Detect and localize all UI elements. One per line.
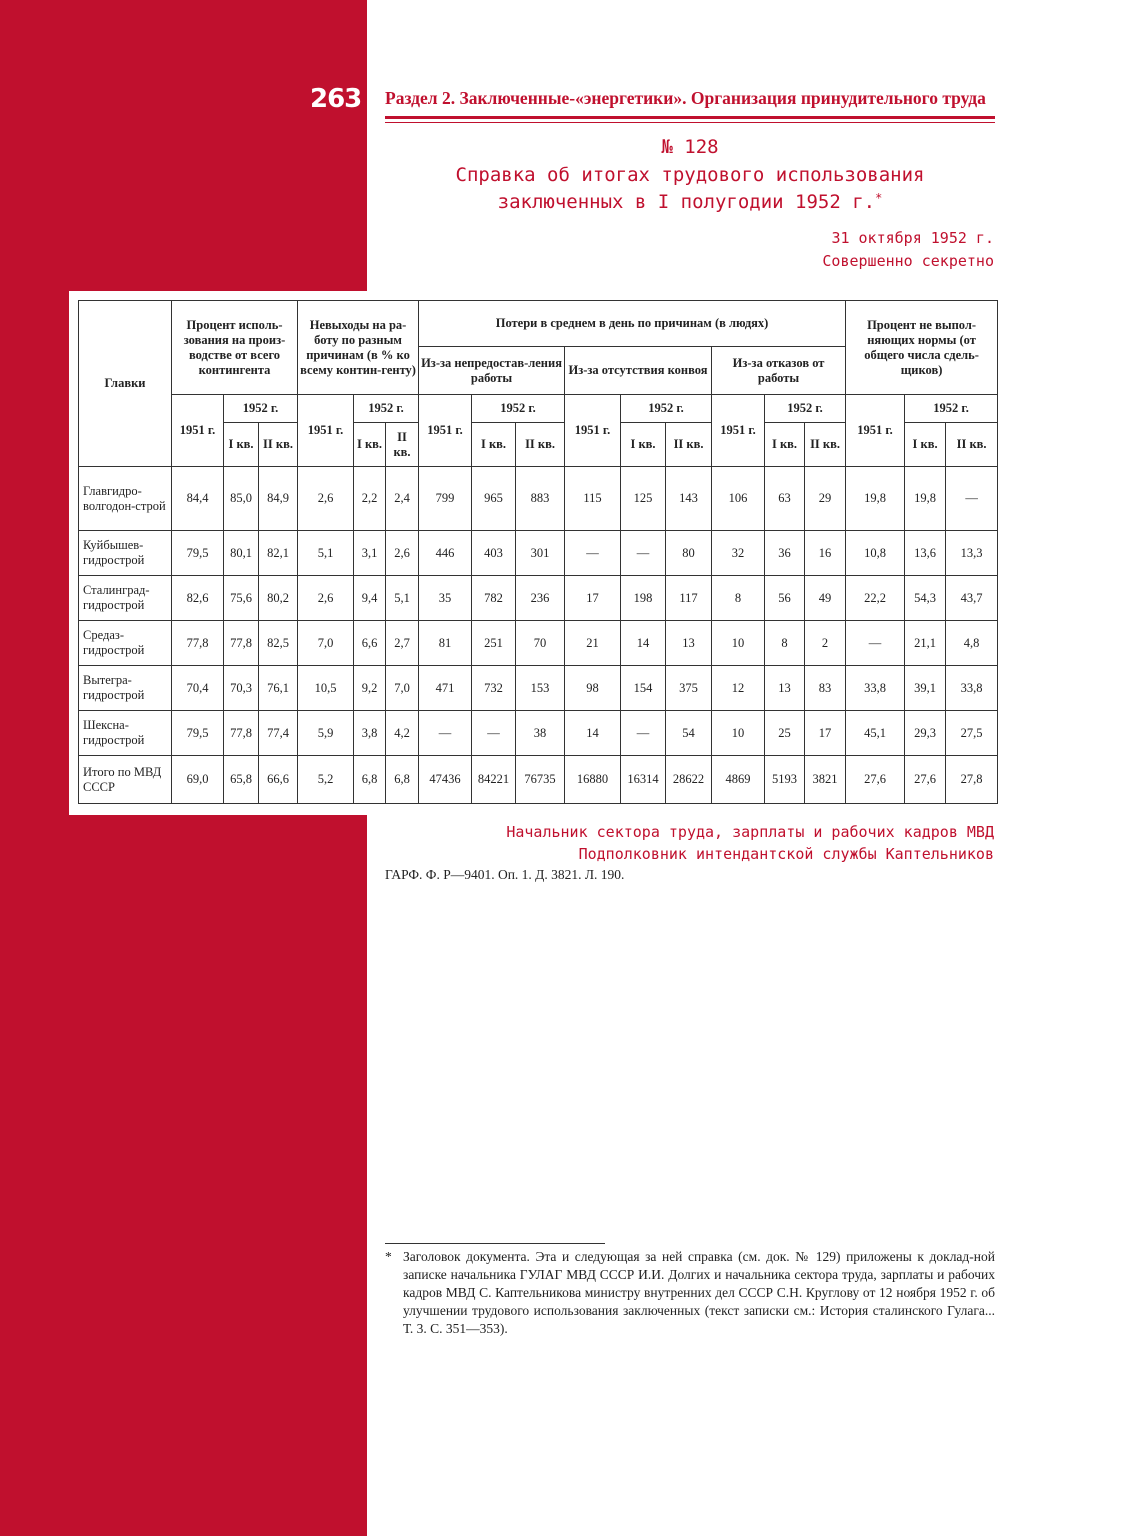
- table-cell: 14: [621, 621, 666, 666]
- table-cell: 17: [565, 576, 621, 621]
- footnote-mark: *: [385, 1249, 392, 1264]
- table-cell: —: [946, 467, 998, 531]
- table-row: [79, 756, 998, 804]
- table-cell: 54,3: [905, 576, 946, 621]
- table-cell: 4,8: [946, 621, 998, 666]
- table-cell: 2,6: [298, 576, 354, 621]
- table-cell: 446: [419, 531, 472, 576]
- table-cell: 10: [712, 621, 765, 666]
- table-cell: 49: [805, 576, 846, 621]
- table-row: [79, 666, 998, 711]
- header-q2: II кв.: [946, 423, 998, 467]
- table-cell: 82,6: [172, 576, 224, 621]
- table-row: [79, 467, 998, 531]
- footnote: [385, 1248, 995, 1338]
- table-cell: 43,7: [946, 576, 998, 621]
- table-cell: 77,8: [172, 621, 224, 666]
- table-cell: 76735: [516, 756, 565, 804]
- signature-title: Начальник сектора труда, зарплаты и рабочих кадров МВД: [506, 823, 994, 841]
- classification-stamp: Совершенно секретно: [822, 252, 994, 270]
- table-cell: 799: [419, 467, 472, 531]
- table-cell: 154: [621, 666, 666, 711]
- header-q1: I кв.: [472, 423, 516, 467]
- table-panel: [69, 291, 1006, 815]
- table-cell: —: [472, 711, 516, 756]
- row-name: Итого по МВД СССР: [79, 756, 172, 804]
- header-glavki: Главки: [79, 301, 172, 467]
- page-number: 263: [310, 84, 362, 114]
- table-cell: 143: [666, 467, 712, 531]
- table-cell: 45,1: [846, 711, 905, 756]
- table-cell: 117: [666, 576, 712, 621]
- archive-reference: ГАРФ. Ф. Р—9401. Оп. 1. Д. 3821. Л. 190.: [385, 867, 625, 882]
- table-cell: 13: [666, 621, 712, 666]
- table-cell: 13,3: [946, 531, 998, 576]
- table-cell: 6,6: [354, 621, 386, 666]
- table-cell: 16880: [565, 756, 621, 804]
- header-loss-refuse: Из-за отказов от работы: [712, 347, 846, 395]
- table-cell: 2,4: [386, 467, 419, 531]
- header-absent: Невыходы на ра-боту по разным причинам (в % ко всему контин-генту): [298, 301, 419, 395]
- table-cell: 6,8: [386, 756, 419, 804]
- table-cell: 33,8: [946, 666, 998, 711]
- table-cell: 84,9: [259, 467, 298, 531]
- table-cell: 4869: [712, 756, 765, 804]
- table-cell: 19,8: [846, 467, 905, 531]
- table-cell: 2: [805, 621, 846, 666]
- table-cell: 79,5: [172, 711, 224, 756]
- table-cell: 25: [765, 711, 805, 756]
- header-q1: I кв.: [765, 423, 805, 467]
- table-cell: 10,5: [298, 666, 354, 711]
- table-cell: 9,4: [354, 576, 386, 621]
- labor-statistics-table: [78, 300, 998, 804]
- table-row: [79, 621, 998, 666]
- table-cell: 2,2: [354, 467, 386, 531]
- table-cell: —: [419, 711, 472, 756]
- table-cell: 403: [472, 531, 516, 576]
- table-cell: 3821: [805, 756, 846, 804]
- table-cell: 81: [419, 621, 472, 666]
- header-loss-convoy: Из-за отсутствия конвоя: [565, 347, 712, 395]
- row-name: Средаз-гидрострой: [79, 621, 172, 666]
- table-cell: —: [621, 711, 666, 756]
- table-cell: 77,4: [259, 711, 298, 756]
- table-cell: 2,7: [386, 621, 419, 666]
- table-row: [79, 531, 998, 576]
- table-cell: 75,6: [224, 576, 259, 621]
- table-cell: 7,0: [298, 621, 354, 666]
- table-cell: 6,8: [354, 756, 386, 804]
- table-cell: 732: [472, 666, 516, 711]
- table-cell: 76,1: [259, 666, 298, 711]
- table-cell: 69,0: [172, 756, 224, 804]
- header-q1: I кв.: [224, 423, 259, 467]
- header-1952: 1952 г.: [765, 395, 846, 423]
- table-cell: 82,1: [259, 531, 298, 576]
- table-cell: 29,3: [905, 711, 946, 756]
- table-cell: 236: [516, 576, 565, 621]
- table-cell: 883: [516, 467, 565, 531]
- table-cell: 27,5: [946, 711, 998, 756]
- table-cell: 36: [765, 531, 805, 576]
- table-cell: 56: [765, 576, 805, 621]
- table-cell: 3,1: [354, 531, 386, 576]
- footnote-mark: *: [875, 191, 883, 205]
- table-cell: 19,8: [905, 467, 946, 531]
- row-name: Главгидро-волгодон-строй: [79, 467, 172, 531]
- footnote-rule: [385, 1243, 605, 1244]
- table-cell: 9,2: [354, 666, 386, 711]
- table-cell: 153: [516, 666, 565, 711]
- header-1951: 1951 г.: [172, 395, 224, 467]
- header-losses: Потери в среднем в день по причинам (в людях): [419, 301, 846, 347]
- table-cell: 83: [805, 666, 846, 711]
- row-name: Шексна-гидрострой: [79, 711, 172, 756]
- header-pct-use: Процент исполь-зования на произ-водстве от всего контингента: [172, 301, 298, 395]
- table-cell: 80,2: [259, 576, 298, 621]
- table-cell: 8: [712, 576, 765, 621]
- table-cell: 14: [565, 711, 621, 756]
- table-cell: —: [621, 531, 666, 576]
- table-cell: 27,6: [846, 756, 905, 804]
- table-cell: 8: [765, 621, 805, 666]
- header-loss-nowork: Из-за непредостав-ления работы: [419, 347, 565, 395]
- table-cell: 79,5: [172, 531, 224, 576]
- table-cell: 13,6: [905, 531, 946, 576]
- table-row: [79, 711, 998, 756]
- header-q2: II кв.: [259, 423, 298, 467]
- header-1952: 1952 г.: [621, 395, 712, 423]
- table-cell: 21: [565, 621, 621, 666]
- document-date: 31 октября 1952 г.: [831, 229, 994, 247]
- table-cell: 3,8: [354, 711, 386, 756]
- table-cell: 17: [805, 711, 846, 756]
- table-cell: 84,4: [172, 467, 224, 531]
- header-q1: I кв.: [905, 423, 946, 467]
- table-cell: 70,4: [172, 666, 224, 711]
- header-q1: I кв.: [621, 423, 666, 467]
- table-cell: 65,8: [224, 756, 259, 804]
- document-number: № 128: [661, 136, 719, 158]
- row-name: Сталинград-гидрострой: [79, 576, 172, 621]
- table-cell: 39,1: [905, 666, 946, 711]
- table-body: [79, 467, 998, 804]
- table-cell: 80: [666, 531, 712, 576]
- table-cell: 70,3: [224, 666, 259, 711]
- row-name: Вытегра-гидрострой: [79, 666, 172, 711]
- table-cell: 471: [419, 666, 472, 711]
- table-cell: 16314: [621, 756, 666, 804]
- header-1952: 1952 г.: [905, 395, 998, 423]
- signature-name: Подполковник интендантской службы Каптельников: [578, 845, 994, 863]
- header-q1: I кв.: [354, 423, 386, 467]
- header-q2: II кв.: [516, 423, 565, 467]
- table-cell: 5,2: [298, 756, 354, 804]
- table-cell: 29: [805, 467, 846, 531]
- header-1951: 1951 г.: [298, 395, 354, 467]
- table-cell: 85,0: [224, 467, 259, 531]
- table-cell: 38: [516, 711, 565, 756]
- table-cell: 66,6: [259, 756, 298, 804]
- header-1952: 1952 г.: [472, 395, 565, 423]
- table-cell: 115: [565, 467, 621, 531]
- footnote-text: Заголовок документа. Эта и следующая за ней справка (см. док. № 129) приложены к доклад-ной записке начальника ГУЛАГ МВД СССР И.И. Долгих и начальника сектора труда, зарплаты и рабочих кадров МВД С. Каптельникова министру внутренних дел СССР С.Н. Круглову от 12 ноября 1952 г. об улучшении трудового использования заключенных (текст записки см.: История сталинского Гулага... Т. 3. С. 351—353).: [403, 1249, 995, 1336]
- table-cell: 4,2: [386, 711, 419, 756]
- table-cell: 125: [621, 467, 666, 531]
- table-cell: 251: [472, 621, 516, 666]
- header-rule-thick: [385, 116, 995, 119]
- table-cell: 33,8: [846, 666, 905, 711]
- header-rule-thin: [385, 122, 995, 123]
- table-cell: 375: [666, 666, 712, 711]
- running-head: Раздел 2. Заключенные-«энергетики». Организация принудительного труда: [385, 88, 986, 108]
- table-cell: 10: [712, 711, 765, 756]
- table-cell: —: [846, 621, 905, 666]
- table-cell: 27,6: [905, 756, 946, 804]
- header-1951: 1951 г.: [712, 395, 765, 467]
- table-cell: 2,6: [386, 531, 419, 576]
- table-cell: 84221: [472, 756, 516, 804]
- header-q2: II кв.: [386, 423, 419, 467]
- header-norm-fail: Процент не выпол-няющих нормы (от общего числа сдель-щиков): [846, 301, 998, 395]
- table-cell: 12: [712, 666, 765, 711]
- table-cell: 5,9: [298, 711, 354, 756]
- title-line-2: [385, 189, 995, 216]
- table-cell: 21,1: [905, 621, 946, 666]
- header-1952: 1952 г.: [354, 395, 419, 423]
- table-cell: 7,0: [386, 666, 419, 711]
- header-1952: 1952 г.: [224, 395, 298, 423]
- table-cell: 63: [765, 467, 805, 531]
- table-cell: 47436: [419, 756, 472, 804]
- header-1951: 1951 г.: [419, 395, 472, 467]
- table-cell: 10,8: [846, 531, 905, 576]
- header-q2: II кв.: [666, 423, 712, 467]
- table-cell: 198: [621, 576, 666, 621]
- table-cell: 106: [712, 467, 765, 531]
- title-line-2-text: заключенных в I полугодии 1952 г.: [497, 191, 876, 213]
- document-title: [385, 162, 995, 216]
- table-cell: 965: [472, 467, 516, 531]
- table-cell: 80,1: [224, 531, 259, 576]
- table-cell: 27,8: [946, 756, 998, 804]
- table-cell: 22,2: [846, 576, 905, 621]
- table-cell: 5,1: [298, 531, 354, 576]
- header-q2: II кв.: [805, 423, 846, 467]
- table-cell: 35: [419, 576, 472, 621]
- table-cell: 98: [565, 666, 621, 711]
- header-1951: 1951 г.: [846, 395, 905, 467]
- table-cell: 5193: [765, 756, 805, 804]
- table-cell: 32: [712, 531, 765, 576]
- table-cell: 82,5: [259, 621, 298, 666]
- table-cell: 54: [666, 711, 712, 756]
- header-1951: 1951 г.: [565, 395, 621, 467]
- table-cell: 77,8: [224, 711, 259, 756]
- table-cell: 782: [472, 576, 516, 621]
- table-row: [79, 576, 998, 621]
- table-cell: 13: [765, 666, 805, 711]
- table-cell: —: [565, 531, 621, 576]
- table-cell: 77,8: [224, 621, 259, 666]
- table-cell: 2,6: [298, 467, 354, 531]
- table-cell: 16: [805, 531, 846, 576]
- table-cell: 5,1: [386, 576, 419, 621]
- title-line-1: Справка об итогах трудового использования: [455, 164, 925, 186]
- table-cell: 28622: [666, 756, 712, 804]
- table-cell: 70: [516, 621, 565, 666]
- table-cell: 301: [516, 531, 565, 576]
- row-name: Куйбышев-гидрострой: [79, 531, 172, 576]
